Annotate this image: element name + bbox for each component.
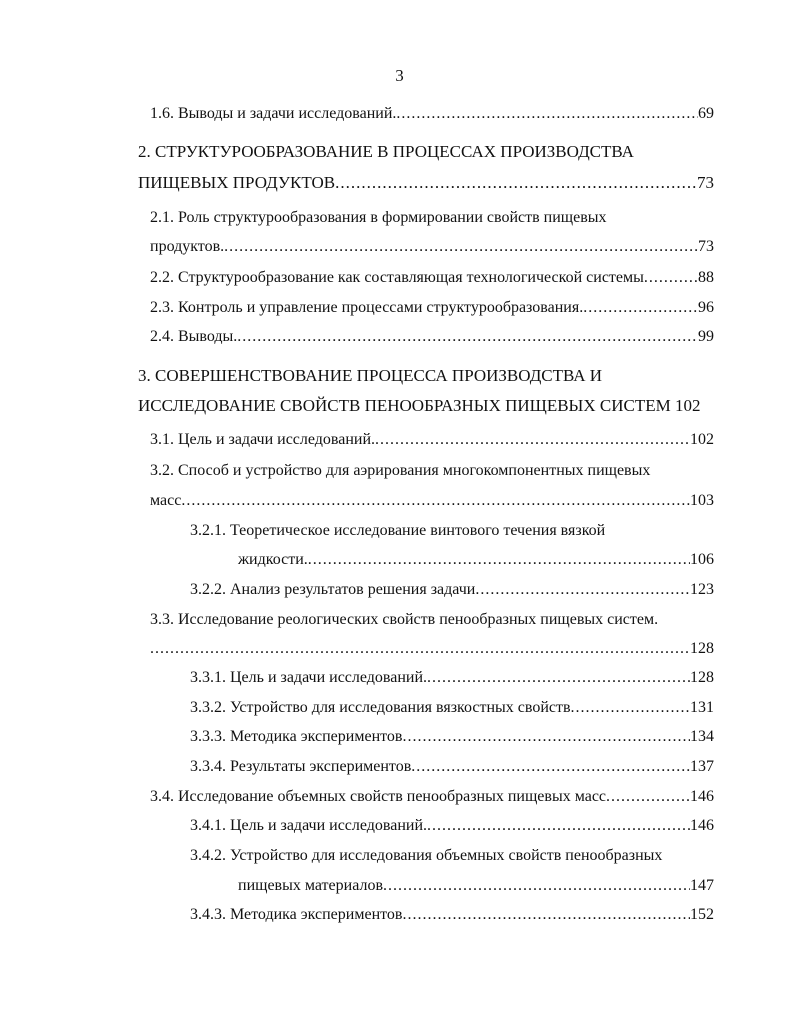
toc-leader-dots	[396, 104, 698, 124]
toc-entry	[190, 816, 714, 836]
toc-chapter-heading: 2. СТРУКТУРООБРАЗОВАНИЕ В ПРОЦЕССАХ ПРОИЗВОДСТВА	[138, 142, 634, 161]
toc-entry	[150, 787, 714, 807]
toc-entry	[150, 298, 714, 318]
toc-page-ref: 137	[690, 758, 714, 775]
toc-entry-title: 1.6. Выводы и задачи исследований.	[150, 105, 397, 122]
toc-entry-title: 3.4.3. Методика экспериментов	[190, 906, 403, 923]
toc-page-ref: 128	[690, 669, 714, 686]
toc-leader-dots	[402, 905, 690, 925]
toc-entry	[150, 237, 714, 257]
toc-entry	[190, 580, 714, 600]
toc-page-ref: 152	[690, 906, 714, 923]
toc-leader-dots	[583, 298, 698, 318]
toc-page-ref: 103	[690, 492, 714, 509]
toc-page-ref: 69	[698, 105, 714, 122]
toc-entry	[190, 905, 714, 925]
toc-entry-title: 3.3.3. Методика экспериментов	[190, 728, 403, 745]
toc-entry	[138, 173, 714, 193]
toc-leader-dots	[150, 639, 690, 659]
toc-page-ref: 102	[690, 431, 714, 448]
toc-entry	[190, 668, 714, 688]
toc-entry	[150, 327, 714, 347]
toc-entry	[150, 491, 714, 511]
toc-page-ref: 134	[690, 728, 714, 745]
page-number: 3	[395, 66, 404, 85]
toc-leader-dots	[644, 268, 698, 288]
toc-leader-dots	[224, 237, 698, 257]
toc-leader-dots	[335, 173, 697, 193]
toc-leader-dots	[427, 668, 690, 688]
toc-entry-title: 2.2. Структурообразование как составляющая технологической системы	[150, 269, 644, 286]
toc-entry-title: 2.3. Контроль и управление процессами структурообразования.	[150, 299, 584, 316]
toc-entry-title: 2.4. Выводы.	[150, 328, 238, 345]
toc-entry	[150, 104, 714, 124]
toc-entry-title: 3.4.2. Устройство для исследования объемных свойств пенообразных	[190, 847, 663, 864]
toc-entry-title: продуктов.	[150, 238, 225, 255]
toc-page-ref: 131	[690, 699, 714, 716]
toc-entry	[190, 698, 714, 718]
toc-page-ref: 88	[698, 269, 714, 286]
toc-leader-dots	[308, 550, 690, 570]
toc-entry	[190, 757, 714, 777]
toc-entry-title: пищевых материалов	[238, 877, 383, 894]
toc-entry-title: жидкости.	[238, 551, 308, 568]
toc-leader-dots	[402, 727, 690, 747]
toc-page-ref: 99	[698, 328, 714, 345]
toc-page-ref: 128	[690, 640, 714, 657]
toc-leader-dots	[475, 580, 690, 600]
toc-entry-title: 3.2.1. Теоретическое исследование винтового течения вязкой	[190, 522, 606, 539]
toc-page-ref: 73	[697, 173, 714, 192]
toc-leader-dots	[181, 491, 690, 511]
toc-chapter-heading: ИССЛЕДОВАНИЕ СВОЙСТВ ПЕНООБРАЗНЫХ ПИЩЕВЫХ СИСТЕМ 102	[138, 396, 701, 415]
toc-chapter-heading: 3. СОВЕРШЕНСТВОВАНИЕ ПРОЦЕССА ПРОИЗВОДСТВА И	[138, 366, 603, 385]
toc-page-ref: 73	[698, 238, 714, 255]
toc-entry	[150, 268, 714, 288]
toc-entry	[150, 430, 714, 450]
toc-entry-title: 3.3.4. Результаты экспериментов	[190, 758, 412, 775]
toc-leader-dots	[427, 816, 690, 836]
toc-page-ref: 146	[690, 817, 714, 834]
toc-entry-title: масс	[150, 492, 182, 509]
toc-page-ref: 123	[690, 581, 714, 598]
toc-page-ref: 147	[690, 877, 714, 894]
toc-entry-title: 3.3.1. Цель и задачи исследований.	[190, 669, 428, 686]
toc-page-ref: 146	[690, 788, 714, 805]
toc-entry-title: 3.1. Цель и задачи исследований.	[150, 431, 376, 448]
toc-entry-title: 3.3. Исследование реологических свойств пенообразных пищевых систем.	[150, 611, 659, 628]
toc-leader-dots	[411, 757, 690, 777]
toc-entry-title: 3.3.2. Устройство для исследования вязкостных свойств	[190, 699, 571, 716]
toc-entry-title: 2.1. Роль структурообразования в формировании свойств пищевых	[150, 209, 607, 226]
toc-page-ref: 106	[690, 551, 714, 568]
toc-entry-title: 3.2.2. Анализ результатов решения задачи	[190, 581, 476, 598]
toc-entry-title: 3.4. Исследование объемных свойств пенообразных пищевых масс	[150, 788, 607, 805]
toc-leader-dots	[237, 327, 698, 347]
toc-entry	[238, 876, 714, 896]
toc-leader-dots	[383, 876, 690, 896]
toc-entry-title: 3.2. Способ и устройство для аэрирования многокомпонентных пищевых	[150, 462, 651, 479]
toc-entry	[150, 639, 714, 659]
toc-entry	[238, 550, 714, 570]
toc-entry-title: 3.4.1. Цель и задачи исследований.	[190, 817, 428, 834]
toc-leader-dots	[571, 698, 690, 718]
toc-entry-title: ПИЩЕВЫХ ПРОДУКТОВ	[138, 173, 336, 192]
toc-page-ref: 96	[698, 299, 714, 316]
toc-leader-dots	[606, 787, 690, 807]
toc-leader-dots	[375, 430, 690, 450]
toc-entry	[190, 727, 714, 747]
